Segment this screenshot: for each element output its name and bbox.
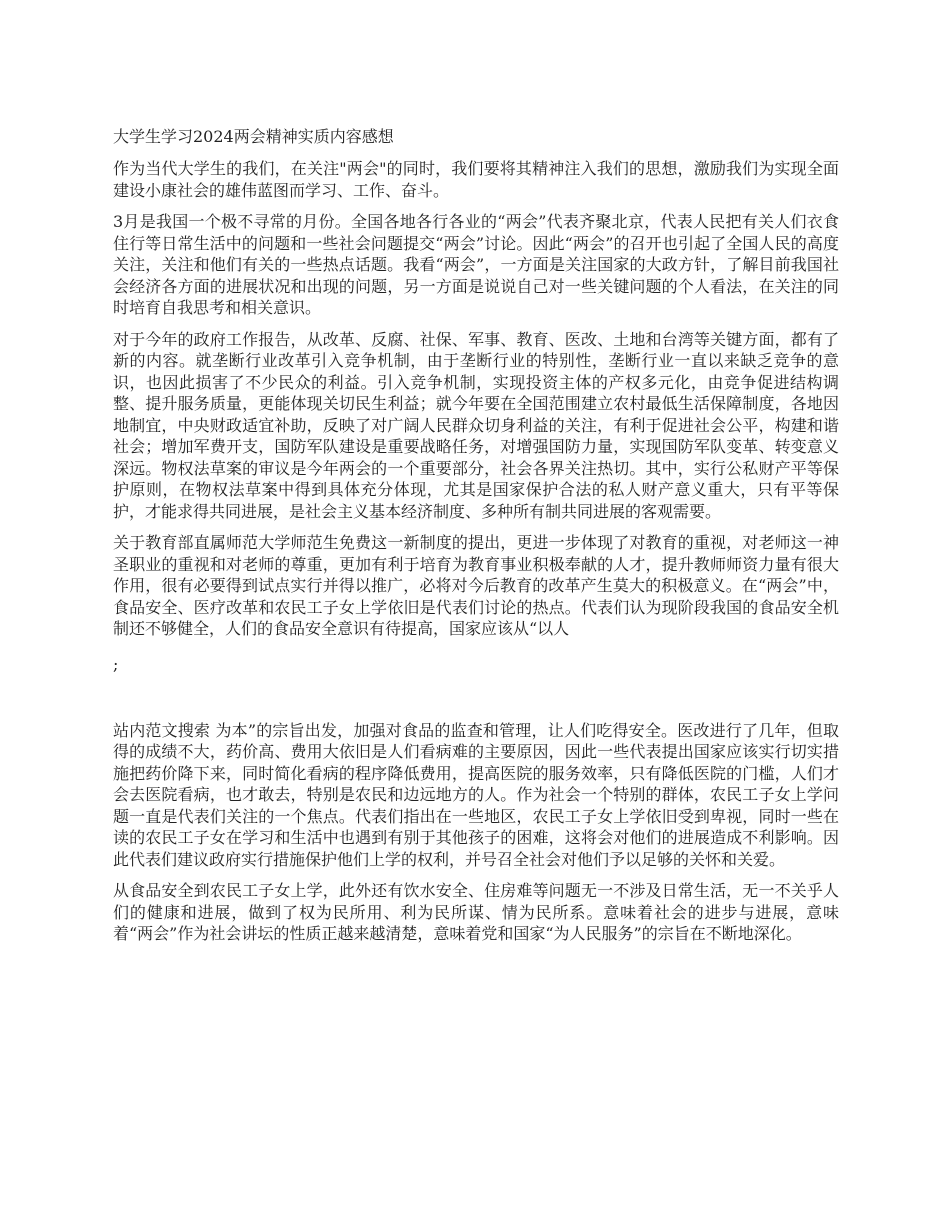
paragraph-intro: 作为当代大学生的我们，在关注"两会"的同时，我们要将其精神注入我们的思想，激励我们为实现全面建设小康社会的雄伟蓝图而学习、工作、奋斗。	[113, 159, 839, 200]
page-break-gap	[113, 676, 839, 720]
paragraph-conclusion: 从食品安全到农民工子女上学，此外还有饮水安全、住房难等问题无一不涉及日常生活，无一不关乎人们的健康和进展，做到了权为民所用、利为民所谋、情为民所系。意味着社会的进步与进展，意味着“两会”作为社会讲坛的性质正越来越清楚，意味着党和国家“为人民服务”的宗旨在不断地深化。	[113, 881, 839, 943]
document-page	[113, 126, 839, 955]
paragraph-continued: 站内范文搜索 为本”的宗旨出发，加强对食品的监查和管理，让人们吃得安全。医改进行了几年，但取得的成绩不大，药价高、费用大依旧是人们看病难的主要原因，因此一些代表提出国家应该实行切实措施把药价降下来，同时简化看病的程序降低费用，提高医院的服务效率，只有降低医院的门槛，人们才会去医院看病，也才敢去，特别是农民和边远地方的人。作为社会一个特别的群体，农民工子女上学问题一直是代表们关注的一个焦点。代表们指出在一些地区，农民工子女上学依旧受到卑视，同时一些在读的农民工子女在学习和生活中也遇到有别于其他孩子的困难，这将会对他们的进展造成不利影响。因此代表们建议政府实行措施保护他们上学的权利，并号召全社会对他们予以足够的关怀和关爱。	[113, 720, 839, 869]
document-title: 大学生学习2024两会精神实质内容感想	[113, 127, 394, 146]
paragraph-education: 关于教育部直属师范大学师范生免费这一新制度的提出，更进一步体现了对教育的重视，对老师这一神圣职业的重视和对老师的尊重，更加有利于培育为教育事业积极奉献的人才，提升教师师资力量有很大作用，很有必要得到试点实行并得以推广，必将对今后教育的改革产生莫大的积极意义。在“两会”中，食品安全、医疗改革和农民工子女上学依旧是代表们讨论的热点。代表们认为现阶段我国的食品安全机制还不够健全，人们的食品安全意识有待提高，国家应该从“以人	[113, 533, 839, 638]
paragraph-report: 对于今年的政府工作报告，从改革、反腐、社保、军事、教育、医改、土地和台湾等关键方面，都有了新的内容。就垄断行业改革引入竞争机制，由于垄断行业的特别性，垄断行业一直以来缺乏竞争的意识，也因此损害了不少民众的利益。引入竞争机制，实现投资主体的产权多元化，由竞争促进结构调整、提升服务质量，更能体现关切民生利益；就今年要在全国范围建立农村最低生活保障制度，各地因地制宜，中央财政适宜补助，反映了对广阔人民群众切身利益的关注，有利于促进社会公平，构建和谐社会；增加军费开支，国防军队建设是重要战略任务，对增强国防力量，实现国防军队变革、转变意义深远。物权法草案的审议是今年两会的一个重要部分，社会各界关注热切。其中，实行公私财产平等保护原则，在物权法草案中得到具体充分体现，尤其是国家保护合法的私人财产意义重大，只有平等保护，才能求得共同进展，是社会主义基本经济制度、多种所有制共同进展的客观需要。	[113, 329, 839, 521]
paragraph-march: 3月是我国一个极不寻常的月份。全国各地各行各业的“两会”代表齐聚北京，代表人民把有关人们衣食住行等日常生活中的问题和一些社会问题提交“两会”讨论。因此“两会”的召开也引起了全国人民的高度关注，关注和他们有关的一些热点话题。我看“两会”，一方面是关注国家的大政方针，了解目前我国社会经济各方面的进展状况和出现的问题，另一方面是说说自己对一些关键问题的个人看法，在关注的同时培育自我思考和相关意识。	[113, 212, 839, 317]
page-separator: ;	[113, 654, 119, 674]
